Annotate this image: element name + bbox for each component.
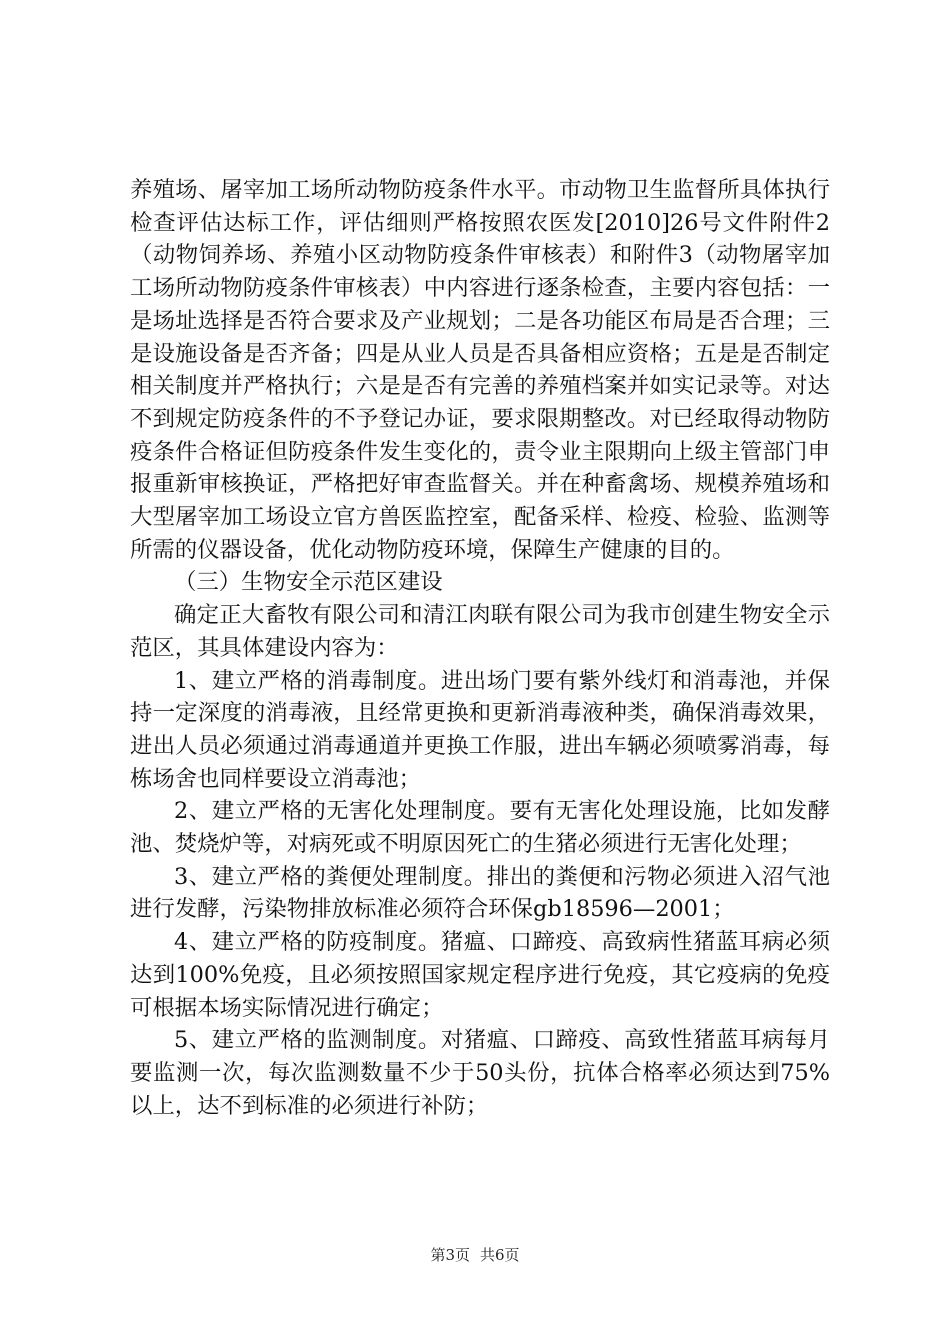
section-heading-biosafety: （三）生物安全示范区建设: [174, 569, 443, 596]
paragraph-epidemic-prevention: 4、建立严格的防疫制度。猪瘟、口蹄疫、高致病性猪蓝耳病必须达到100%免疫，且必须按照国家规定程序进行免疫，其它疫病的免疫可根据本场实际情况进行确定；: [130, 929, 830, 1021]
page-total: 共6页: [480, 1246, 520, 1264]
paragraph-disinfection: 1、建立严格的消毒制度。进出场门要有紫外线灯和消毒池，并保持一定深度的消毒液，且经常更换和更新消毒液种类，确保消毒效果，进出人员必须通过消毒通道并更换工作服，进出车辆必须喷雾消毒，每栋场舍也同样要设立消毒池；: [130, 667, 830, 792]
paragraph-manure-treatment: 3、建立严格的粪便处理制度。排出的粪便和污物必须进入沼气池进行发酵，污染物排放标准必须符合环保gb18596—2001；: [130, 863, 830, 923]
paragraph-inspection: 养殖场、屠宰加工场所动物防疫条件水平。市动物卫生监督所具体执行检查评估达标工作，评估细则严格按照农医发[2010]26号文件附件2（动物饲养场、养殖小区动物防疫条件审核表）和附件3（动物屠宰加工场所动物防疫条件审核表）中内容进行逐条检查，主要内容包括：一是场址选择是否符合要求及产业规划；二是各功能区布局是否合理；三是设施设备是否齐备；四是从业人员是否具备相应资格；五是是否制定相关制度并严格执行；六是是否有完善的养殖档案并如实记录等。对达不到规定防疫条件的不予登记办证，要求限期整改。对已经取得动物防疫条件合格证但防疫条件发生变化的，责令业主限期向上级主管部门申报重新审核换证，严格把好审查监督关。并在种畜禽场、规模养殖场和大型屠宰加工场设立官方兽医监控室，配备采样、检疫、检验、监测等所需的仪器设备，优化动物防疫环境，保障生产健康的目的。: [130, 177, 830, 563]
page-number: 第3页: [430, 1246, 470, 1264]
body-text: [130, 174, 830, 1122]
paragraph-harmless-treatment: 2、建立严格的无害化处理制度。要有无害化处理设施，比如发酵池、焚烧炉等，对病死或不明原因死亡的生猪必须进行无害化处理；: [130, 798, 830, 858]
paragraph-biosafety-intro: 确定正大畜牧有限公司和清江肉联有限公司为我市创建生物安全示范区，其具体建设内容为：: [130, 602, 830, 661]
paragraph-monitoring: 5、建立严格的监测制度。对猪瘟、口蹄疫、高致性猪蓝耳病每月要监测一次，每次监测数量不少于50头份，抗体合格率必须达到75%以上，达不到标准的必须进行补防；: [130, 1027, 830, 1119]
page-footer: [0, 1245, 950, 1265]
